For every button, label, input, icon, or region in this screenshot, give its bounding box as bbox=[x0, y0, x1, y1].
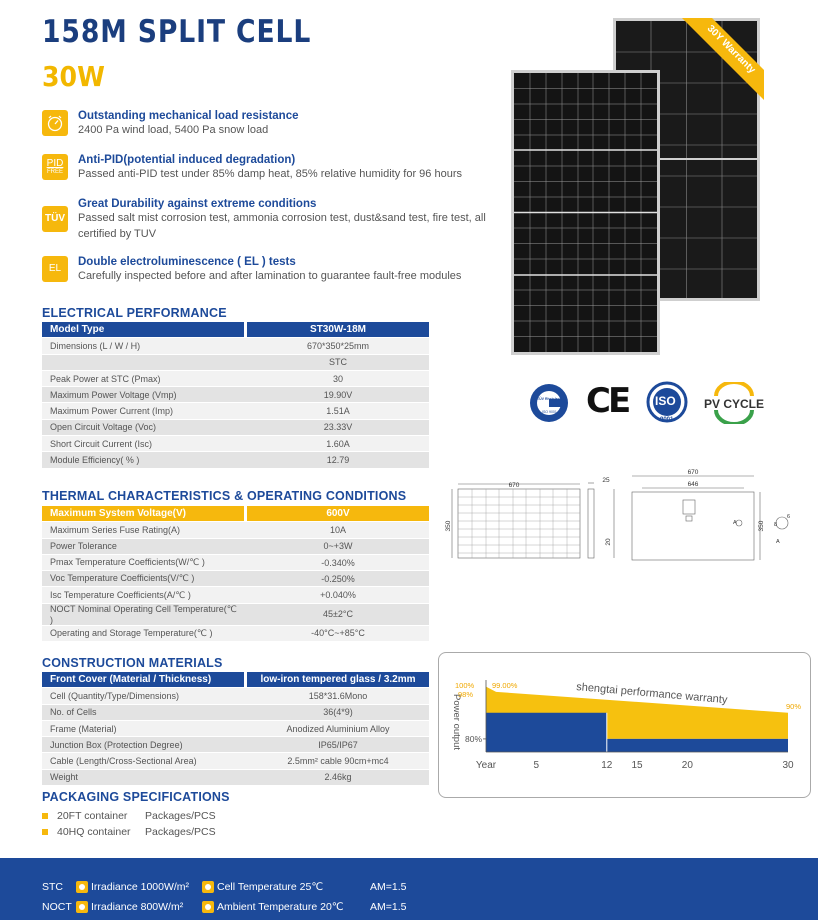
cert-text: PV CYCLE bbox=[703, 397, 764, 411]
table-cell: -0.340% bbox=[247, 555, 429, 570]
sun-icon bbox=[76, 901, 88, 913]
table-cell: Power Tolerance bbox=[42, 539, 247, 554]
table-row bbox=[42, 436, 429, 451]
table-header-row bbox=[42, 322, 429, 337]
el-icon bbox=[42, 256, 68, 282]
packaging-label: 40HQ container bbox=[57, 826, 131, 838]
packaging-value: Packages/PCS bbox=[145, 810, 216, 822]
table-row bbox=[42, 387, 429, 402]
table-row bbox=[42, 403, 429, 418]
table-header-cell: low-iron tempered glass / 3.2mm bbox=[247, 672, 429, 687]
page-title: 158M SPLIT CELL bbox=[42, 14, 312, 50]
footer-am: AM=1.5 bbox=[370, 901, 407, 914]
cert-text: 9001 bbox=[660, 417, 674, 423]
table-cell: Voc Temperature Coefficients(V/℃ ) bbox=[42, 571, 247, 586]
table-row bbox=[42, 705, 429, 720]
electrical-heading: ELECTRICAL PERFORMANCE bbox=[42, 306, 227, 320]
y-axis-label: Power output bbox=[451, 694, 462, 750]
table-cell: Operating and Storage Temperature(℃ ) bbox=[42, 626, 247, 641]
table-cell: Pmax Temperature Coefficients(W/℃ ) bbox=[42, 555, 247, 570]
table-row bbox=[42, 770, 429, 785]
chart-title: shengtai performance warranty bbox=[575, 681, 728, 707]
dim-detail-label: 6 bbox=[787, 514, 791, 520]
table-header-row bbox=[42, 506, 429, 521]
table-cell: Maximum Power Voltage (Vmp) bbox=[42, 387, 247, 402]
table-header-cell: Front Cover (Material / Thickness) bbox=[42, 672, 247, 687]
feature-item bbox=[42, 256, 461, 284]
cert-text: ISO 9001 bbox=[542, 410, 557, 414]
table-cell: 36(4*9) bbox=[247, 705, 429, 720]
table-cell: 23.33V bbox=[247, 420, 429, 435]
feature-desc: Passed salt mist corrosion test, ammonia corrosion test, dust&sand test, fire test, all certified by TUV bbox=[78, 212, 486, 240]
table-cell: 1.60A bbox=[247, 436, 429, 451]
dim-back-inner: 646 bbox=[687, 481, 699, 488]
feature-title: Outstanding mechanical load resistance bbox=[78, 110, 299, 122]
footer-row-noct bbox=[42, 901, 406, 913]
tuv-icon-text: TÜV bbox=[45, 213, 65, 224]
table-cell: Maximum Series Fuse Rating(A) bbox=[42, 522, 247, 537]
footer-irradiance: Irradiance 800W/m² bbox=[91, 901, 184, 913]
ce-mark-icon: CE bbox=[586, 381, 629, 421]
table-row bbox=[42, 737, 429, 752]
tuv-icon bbox=[42, 206, 68, 232]
point-label: 90% bbox=[786, 701, 802, 711]
table-cell: Dimensions (L / W / H) bbox=[42, 338, 247, 353]
x-tick-label: 5 bbox=[533, 760, 540, 771]
table-header-row bbox=[42, 672, 429, 687]
cert-text: ISO bbox=[655, 394, 676, 408]
table-row bbox=[42, 452, 429, 467]
table-cell: -40°C~+85°C bbox=[247, 626, 429, 641]
packaging-row bbox=[42, 810, 216, 822]
table-cell: +0.040% bbox=[247, 587, 429, 602]
feature-title: Anti-PID(potential induced degradation) bbox=[78, 154, 296, 166]
table-cell: -0.250% bbox=[247, 571, 429, 586]
dim-back-width: 670 bbox=[687, 469, 699, 476]
table-cell: 30 bbox=[247, 371, 429, 386]
dim-detail-label: A bbox=[776, 539, 780, 545]
x-tick-label: 20 bbox=[681, 760, 693, 771]
table-row bbox=[42, 338, 429, 353]
pid-icon-text: PID bbox=[46, 158, 64, 169]
dim-detail-label: 8 bbox=[774, 522, 778, 528]
point-label: 98% bbox=[458, 690, 474, 699]
footer-row-stc bbox=[42, 881, 406, 893]
table-cell: Cell (Quantity/Type/Dimensions) bbox=[42, 688, 247, 703]
thermal-table bbox=[42, 505, 429, 642]
y-tick-label: 80% bbox=[464, 733, 482, 744]
feature-item bbox=[42, 154, 462, 182]
table-row bbox=[42, 753, 429, 768]
thermometer-icon bbox=[202, 881, 214, 893]
construction-table bbox=[42, 671, 429, 786]
footer-bar bbox=[0, 858, 818, 920]
iso-9001-logo-icon bbox=[646, 381, 688, 423]
bullet-square-icon bbox=[42, 829, 48, 835]
warranty-badge bbox=[672, 18, 764, 110]
table-cell: Peak Power at STC (Pmax) bbox=[42, 371, 247, 386]
table-cell: Anodized Aluminium Alloy bbox=[247, 721, 429, 736]
table-cell: No. of Cells bbox=[42, 705, 247, 720]
table-row bbox=[42, 626, 429, 641]
footer-temperature: Ambient Temperature 20℃ bbox=[217, 901, 344, 913]
gauge-icon bbox=[42, 110, 68, 136]
cert-text: TÜV Rheinland bbox=[537, 397, 562, 401]
el-icon-text: EL bbox=[48, 263, 62, 274]
table-header-cell: Maximum System Voltage(V) bbox=[42, 506, 247, 521]
footer-am: AM=1.5 bbox=[370, 881, 407, 894]
page-subtitle: 30W bbox=[42, 60, 105, 93]
x-tick-label: 12 bbox=[601, 760, 613, 771]
feature-desc: Carefully inspected before and after lamination to guarantee fault-free modules bbox=[78, 270, 462, 282]
feature-desc: 2400 Pa wind load, 5400 Pa snow load bbox=[78, 124, 269, 136]
table-cell: 2.5mm² cable 90cm+mc4 bbox=[247, 753, 429, 768]
feature-item bbox=[42, 198, 492, 242]
table-cell: 670*350*25mm bbox=[247, 338, 429, 353]
table-cell: 1.51A bbox=[247, 403, 429, 418]
table-header-cell: Model Type bbox=[42, 322, 247, 337]
footer-irradiance: Irradiance 1000W/m² bbox=[91, 881, 190, 893]
dim-back-height: 350 bbox=[758, 520, 765, 532]
packaging-value: Packages/PCS bbox=[145, 826, 216, 838]
table-cell: NOCT Nominal Operating Cell Temperature(℃ ) bbox=[42, 604, 247, 625]
dimension-drawing bbox=[442, 468, 812, 578]
x-tick-label: 15 bbox=[631, 760, 643, 771]
table-cell: Maximum Power Current (Imp) bbox=[42, 403, 247, 418]
footer-label: NOCT bbox=[42, 901, 72, 914]
point-label: 100% bbox=[455, 681, 475, 690]
feature-title: Double electroluminescence ( EL ) tests bbox=[78, 256, 296, 268]
packaging-row bbox=[42, 826, 216, 838]
table-cell: Cable (Length/Cross-Sectional Area) bbox=[42, 753, 247, 768]
tuv-rheinland-logo-icon bbox=[528, 382, 570, 424]
table-cell: 2.46kg bbox=[247, 770, 429, 785]
thermometer-icon bbox=[202, 901, 214, 913]
x-tick-label: Year bbox=[475, 760, 497, 771]
table-header-cell: ST30W-18M bbox=[247, 322, 429, 337]
table-row bbox=[42, 355, 429, 370]
feature-item bbox=[42, 110, 298, 138]
table-row bbox=[42, 522, 429, 537]
table-cell: Short Circuit Current (Isc) bbox=[42, 436, 247, 451]
dim-side-bottom: 20 bbox=[605, 538, 612, 546]
bullet-square-icon bbox=[42, 813, 48, 819]
table-cell: STC bbox=[247, 355, 429, 370]
feature-title: Great Durability against extreme conditions bbox=[78, 198, 317, 210]
warranty-chart bbox=[438, 652, 811, 798]
panel-cell-grid bbox=[514, 73, 657, 352]
table-cell: 0~+3W bbox=[247, 539, 429, 554]
free-icon-text: FREE bbox=[46, 169, 63, 175]
x-tick-label: 30 bbox=[782, 760, 794, 771]
dim-side-thickness: 25 bbox=[602, 477, 610, 484]
table-header-cell: 600V bbox=[247, 506, 429, 521]
table-cell: Junction Box (Protection Degree) bbox=[42, 737, 247, 752]
table-cell: Module Efficiency( % ) bbox=[42, 452, 247, 467]
electrical-table bbox=[42, 321, 429, 469]
table-cell: 19.90V bbox=[247, 387, 429, 402]
pv-cycle-logo-icon bbox=[702, 382, 766, 424]
table-row bbox=[42, 555, 429, 570]
dim-detail-label: A bbox=[733, 520, 737, 526]
table-row bbox=[42, 688, 429, 703]
packaging-label: 20FT container bbox=[57, 810, 128, 822]
feature-desc: Passed anti-PID test under 85% damp heat, 85% relative humidity for 96 hours bbox=[78, 168, 462, 180]
table-cell: Frame (Material) bbox=[42, 721, 247, 736]
table-cell: Open Circuit Voltage (Voc) bbox=[42, 420, 247, 435]
table-cell: IP65/IP67 bbox=[247, 737, 429, 752]
construction-heading: CONSTRUCTION MATERIALS bbox=[42, 656, 223, 670]
table-cell: 45±2°C bbox=[247, 604, 429, 625]
table-row bbox=[42, 587, 429, 602]
pid-free-icon bbox=[42, 154, 68, 180]
table-row bbox=[42, 571, 429, 586]
solar-panel-front-image bbox=[511, 70, 660, 355]
warranty-badge-text: 30Y Warranty bbox=[704, 23, 758, 76]
thermal-heading: THERMAL CHARACTERISTICS & OPERATING CONDITIONS bbox=[42, 489, 407, 503]
table-cell: 158*31.6Mono bbox=[247, 688, 429, 703]
table-cell: 12.79 bbox=[247, 452, 429, 467]
table-cell: Weight bbox=[42, 770, 247, 785]
dim-front-width: 670 bbox=[508, 482, 520, 489]
table-row bbox=[42, 721, 429, 736]
table-cell: Isc Temperature Coefficients(A/℃ ) bbox=[42, 587, 247, 602]
table-cell bbox=[42, 355, 247, 370]
point-label: 99.00% bbox=[492, 681, 518, 690]
table-cell: 10A bbox=[247, 522, 429, 537]
footer-label: STC bbox=[42, 881, 63, 894]
footer-temperature: Cell Temperature 25℃ bbox=[217, 881, 324, 893]
table-row bbox=[42, 420, 429, 435]
table-row bbox=[42, 539, 429, 554]
sun-icon bbox=[76, 881, 88, 893]
dim-front-height: 350 bbox=[445, 520, 452, 532]
packaging-heading: PACKAGING SPECIFICATIONS bbox=[42, 790, 230, 804]
table-row bbox=[42, 604, 429, 625]
table-row bbox=[42, 371, 429, 386]
